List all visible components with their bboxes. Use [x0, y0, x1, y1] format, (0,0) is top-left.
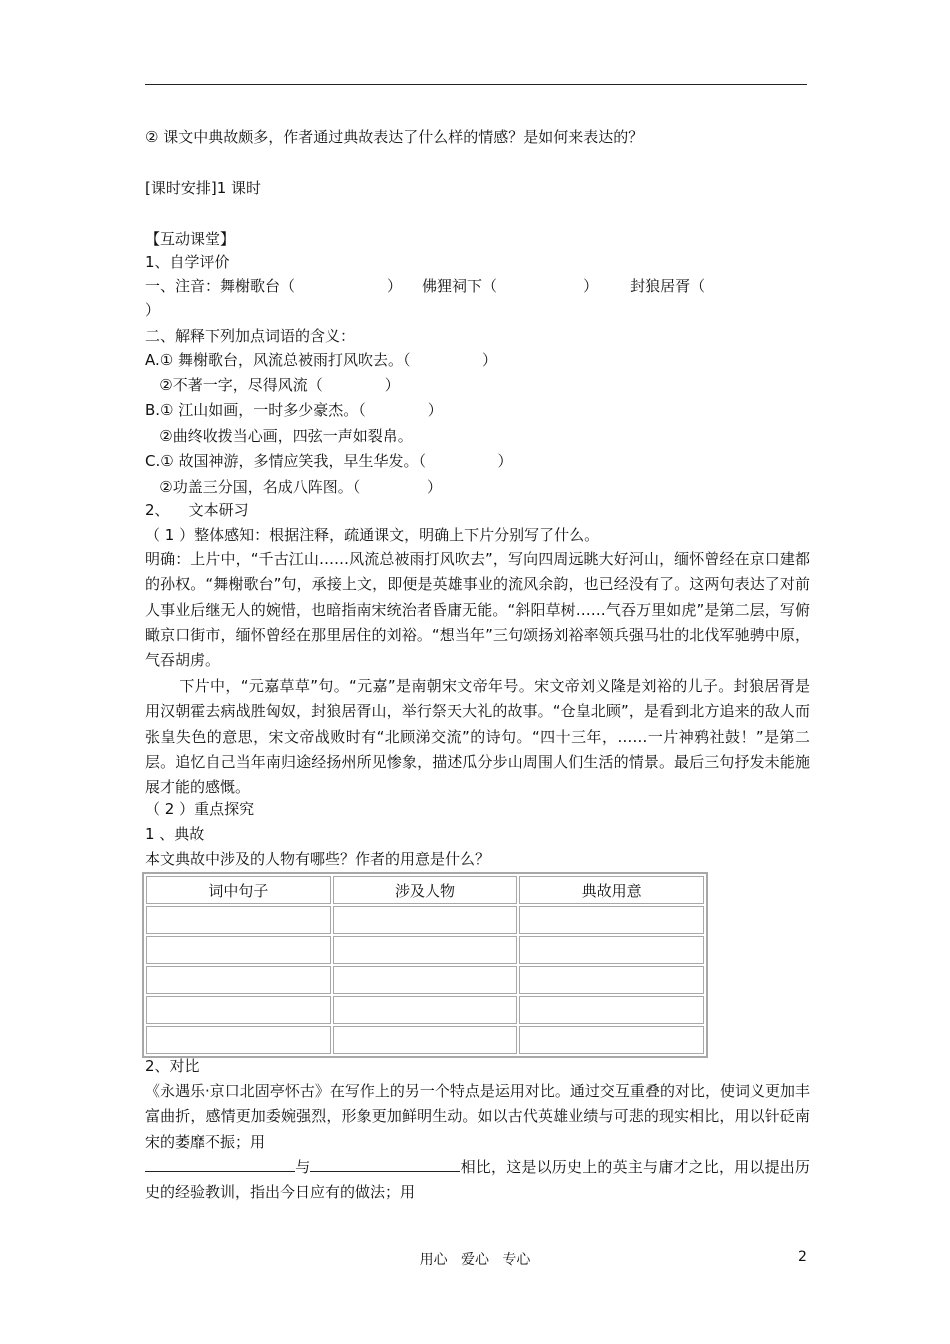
table-cell[interactable]: [146, 906, 331, 934]
table-cell[interactable]: [146, 936, 331, 964]
contrast-paragraph: 《永遇乐·京口北固亭怀古》在写作上的另一个特点是运用对比。通过交互重叠的对比，使词义更加丰富曲折，感情更加委婉强烈，形象更加鲜明生动。如以古代英雄业绩与可悲的现实相比，用以针砭南宋的萎靡不振；用: [145, 1082, 810, 1151]
table-cell[interactable]: [519, 1026, 704, 1054]
explain-a1: A.① 舞榭歌台，风流总被雨打风吹去。（ ）: [145, 351, 498, 369]
pronunciation-line: [145, 276, 705, 296]
table-row: [146, 906, 704, 934]
page-footer: [0, 1249, 950, 1269]
table-cell[interactable]: [146, 966, 331, 994]
fill-blank-1[interactable]: [145, 1155, 295, 1172]
table-cell[interactable]: [519, 936, 704, 964]
contrast-title: 2、对比: [145, 1057, 200, 1075]
section-title: 【互动课堂】: [145, 230, 236, 248]
contrast-fill-paragraph: [145, 1155, 810, 1206]
table-header-cell: 典故用意: [519, 876, 704, 904]
schedule: [课时安排]1 课时: [145, 179, 262, 197]
pron-close-1: ）: [387, 277, 403, 295]
allusion-question: 本文典故中涉及的人物有哪些？作者的用意是什么？: [145, 850, 491, 868]
table-cell[interactable]: [146, 1026, 331, 1054]
header-rule: [145, 84, 807, 85]
table-header-row: [146, 876, 704, 904]
xiapian-text: 下片中，“元嘉草草”句。“元嘉”是南朝宋文帝年号。宋文帝刘义隆是刘裕的儿子。封狼居胥是用汉朝霍去病战胜匈奴，封狼居胥山，举行祭天大礼的故事。“仓皇北顾”，是看到北方追来的敌人而张皇失色的意思，宋文帝战败时有“北顾涕交流”的诗句。“四十三年，……一片神鸦社鼓！”是第二层。追忆自己当年南归途经扬州所见惨象，描述瓜分步山周围人们生活的情景。最后三句抒发未能施展才能的感慨。: [145, 677, 810, 797]
self-eval-title: 1、自学评价: [145, 253, 230, 271]
table-row: [146, 936, 704, 964]
table-cell[interactable]: [333, 1026, 518, 1054]
table-cell[interactable]: [519, 966, 704, 994]
table-cell[interactable]: [333, 906, 518, 934]
explain-c2: ②功盖三分国，名成八阵图。（ ）: [145, 478, 443, 496]
table-header-cell: 涉及人物: [333, 876, 518, 904]
table-cell[interactable]: [519, 906, 704, 934]
pron-close-2: ）: [583, 277, 599, 295]
contrast-text-2: 相比，这是以历史上的英主与庸才之比，用以提出历史的经验教训，指出今日应有的做法；用: [145, 1158, 810, 1202]
explain-b1: B.① 江山如画，一时多少豪杰。（ ）: [145, 401, 443, 419]
page-number: 2: [798, 1249, 807, 1265]
pron-item-1: 舞榭歌台（: [220, 277, 296, 295]
table-cell[interactable]: [333, 966, 518, 994]
table-row: [146, 996, 704, 1024]
overall-perception: （ 1 ）整体感知：根据注释，疏通课文，明确上下片分别写了什么。: [145, 526, 600, 544]
table-header-cell: 词中句子: [146, 876, 331, 904]
pron-item-2: 佛狸祠下（: [422, 277, 498, 295]
table-cell[interactable]: [333, 936, 518, 964]
text-study-title: 2、 文本研习: [145, 501, 249, 519]
explain-b2: ②曲终收拨当心画，四弦一声如裂帛。: [145, 427, 413, 445]
pron-item-3: 封狼居胥（: [630, 277, 706, 295]
focus-title: （ 2 ）重点探究: [145, 800, 255, 818]
footer-text: 用心 爱心 专心: [419, 1252, 531, 1268]
table-row: [146, 1026, 704, 1054]
table-cell[interactable]: [146, 996, 331, 1024]
table-cell[interactable]: [333, 996, 518, 1024]
table-row: [146, 966, 704, 994]
contrast-and: 与: [295, 1158, 311, 1176]
allusion-table: [142, 872, 708, 1058]
explain-a2: ②不著一字，尽得风流（ ）: [145, 376, 400, 394]
xiapian-paragraph: [145, 674, 810, 800]
question-2: ② 课文中典故颇多，作者通过典故表达了什么样的情感？是如何来表达的？: [145, 128, 644, 146]
pron-wrap: ）: [145, 301, 161, 319]
allusion-title: 1 、典故: [145, 825, 205, 843]
explain-title: 二、解释下列加点词语的含义：: [145, 327, 356, 345]
fill-blank-2[interactable]: [310, 1155, 460, 1172]
table-cell[interactable]: [519, 996, 704, 1024]
pron-prefix: 一、注音：: [145, 277, 221, 295]
explain-c1: C.① 故国神游，多情应笑我，早生华发。（ ）: [145, 452, 513, 470]
answer-paragraph: 明确：上片中，“千古江山……风流总被雨打风吹去”，写向四周远眺大好河山，缅怀曾经在京口建都的孙权。“舞榭歌台”句，承接上文，即便是英雄事业的流风余韵，也已经没有了。这两句表达了对前人事业后继无人的婉惜，也暗指南宋统治者昏庸无能。“斜阳草树……气吞万里如虎”是第二层，写俯瞰京口街市，缅怀曾经在那里居住的刘裕。“想当年”三句颂扬刘裕率领兵强马壮的北伐军驰骋中原，气吞胡虏。: [145, 550, 810, 670]
